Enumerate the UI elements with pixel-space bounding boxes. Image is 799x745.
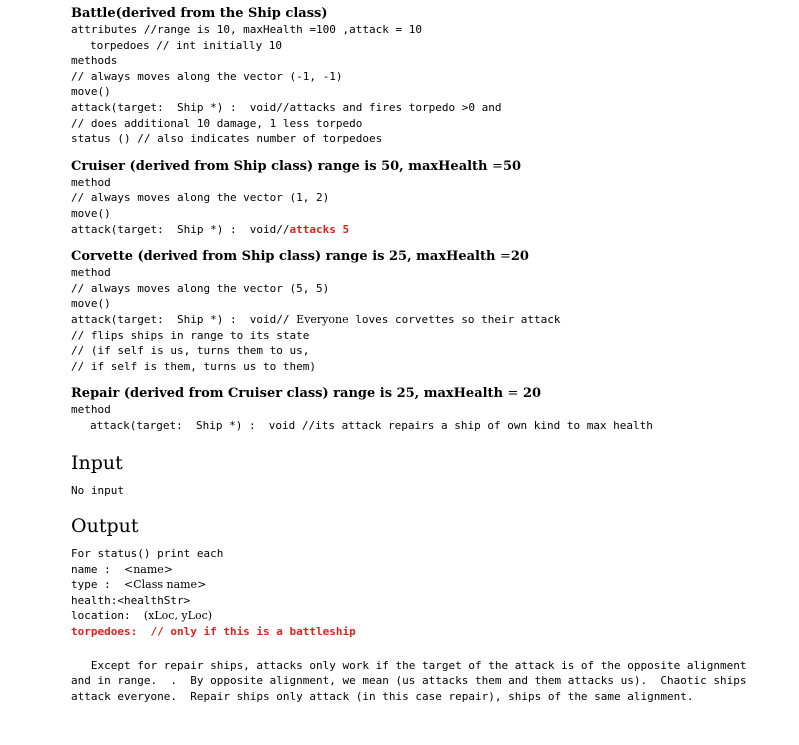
- output-name-label: name :: [71, 562, 124, 576]
- cruiser-header: [71, 159, 783, 175]
- alignment-paragraph: [71, 658, 783, 705]
- output-type-label: type :: [71, 578, 124, 592]
- output-status-line: For status() print each: [71, 547, 224, 561]
- repair-section: [71, 386, 783, 433]
- battle-move-comment: // always moves along the vector (-1, -1): [71, 69, 343, 83]
- cruiser-attack-highlight: attacks 5: [289, 222, 350, 236]
- corvette-method-label: method: [71, 266, 111, 280]
- corvette-move-method: move(): [71, 297, 111, 311]
- battle-attributes-line: attributes //range is 10, maxHealth =100 ,attack = 10: [71, 23, 422, 36]
- output-type-line: [71, 577, 783, 593]
- corvette-attack-everyone: Everyone: [296, 312, 349, 326]
- corvette-us-comment: // (if self is us, turns them to us,: [71, 344, 310, 358]
- cruiser-attack-method: [71, 222, 783, 238]
- corvette-flip-comment: // flips ships in range to its state: [71, 328, 310, 342]
- battle-move-method: move(): [71, 85, 111, 99]
- battle-torpedoes-line: torpedoes // int initially 10: [90, 38, 283, 52]
- input-text: No input: [71, 484, 124, 498]
- corvette-attack-signature: attack(target: Ship *) : void//: [71, 312, 297, 326]
- output-section: [71, 514, 783, 640]
- cruiser-header-eq: =: [492, 158, 503, 174]
- corvette-section: [71, 249, 783, 374]
- output-location-label: location:: [71, 609, 144, 623]
- corvette-header-eq: =: [499, 249, 511, 265]
- corvette-attack-rest: loves corvettes so their attack: [348, 312, 561, 326]
- corvette-them-comment: // if self is them, turns us to them): [71, 359, 317, 373]
- battle-attack-method: attack(target: Ship *) : void//attacks and fires torpedo >0 and: [71, 100, 502, 114]
- repair-header: [71, 386, 783, 402]
- repair-header-text: Repair (derived from Cruiser class) range is 25, maxHealth: [71, 386, 508, 402]
- cruiser-header-text: Cruiser (derived from Ship class) range is 50, maxHealth: [71, 158, 493, 174]
- cruiser-move-comment: // always moves along the vector (1, 2): [71, 191, 330, 205]
- cruiser-attack-signature: attack(target: Ship *) : void//: [71, 222, 290, 236]
- battle-methods-label: methods: [71, 54, 118, 68]
- battle-status-method: status () // also indicates number of torpedoes: [71, 132, 383, 146]
- battle-attack-comment: // does additional 10 damage, 1 less torpedo: [71, 116, 363, 130]
- paragraph-line-3: attack everyone. Repair ships only attack (in this case repair), ships of the same alignment.: [71, 689, 694, 703]
- document-page: [71, 6, 783, 704]
- repair-attack-method: attack(target: Ship *) : void //its attack repairs a ship of own kind to max health: [90, 418, 653, 432]
- cruiser-section: [71, 159, 783, 237]
- output-torpedoes-line: torpedoes: // only if this is a battleship: [71, 625, 356, 639]
- battle-header: Battle(derived from the Ship class): [71, 6, 328, 21]
- output-location-value: (xLoc, yLoc): [143, 609, 213, 623]
- cruiser-move-method: move(): [71, 206, 111, 220]
- corvette-header-value: 20: [510, 249, 529, 265]
- repair-header-value: 20: [518, 386, 542, 402]
- cruiser-method-label: method: [71, 175, 111, 189]
- output-health-line: health:<healthStr>: [71, 593, 191, 607]
- corvette-move-comment: // always moves along the vector (5, 5): [71, 281, 330, 295]
- battle-section: [71, 6, 783, 147]
- output-name-value: <name>: [123, 562, 174, 576]
- input-section: [71, 451, 783, 499]
- input-title: Input: [71, 452, 123, 475]
- repair-header-eq: =: [507, 386, 519, 402]
- paragraph-line-2: and in range. . By opposite alignment, we mean (us attacks them and them attacks us). Chaotic ships: [71, 674, 747, 688]
- cruiser-header-value: 50: [502, 158, 522, 174]
- corvette-header-text: Corvette (derived from Ship class) range is 25, maxHealth: [71, 249, 500, 265]
- repair-method-label: method: [71, 403, 111, 417]
- output-location-line: [71, 608, 783, 624]
- output-name-line: [71, 562, 783, 578]
- corvette-attack-method: [71, 312, 783, 328]
- paragraph-line-1: Except for repair ships, attacks only work if the target of the attack is of the opposite alignment: [71, 658, 747, 672]
- output-title: Output: [71, 515, 139, 538]
- corvette-header: [71, 249, 783, 265]
- output-type-value: <Class name>: [123, 578, 207, 592]
